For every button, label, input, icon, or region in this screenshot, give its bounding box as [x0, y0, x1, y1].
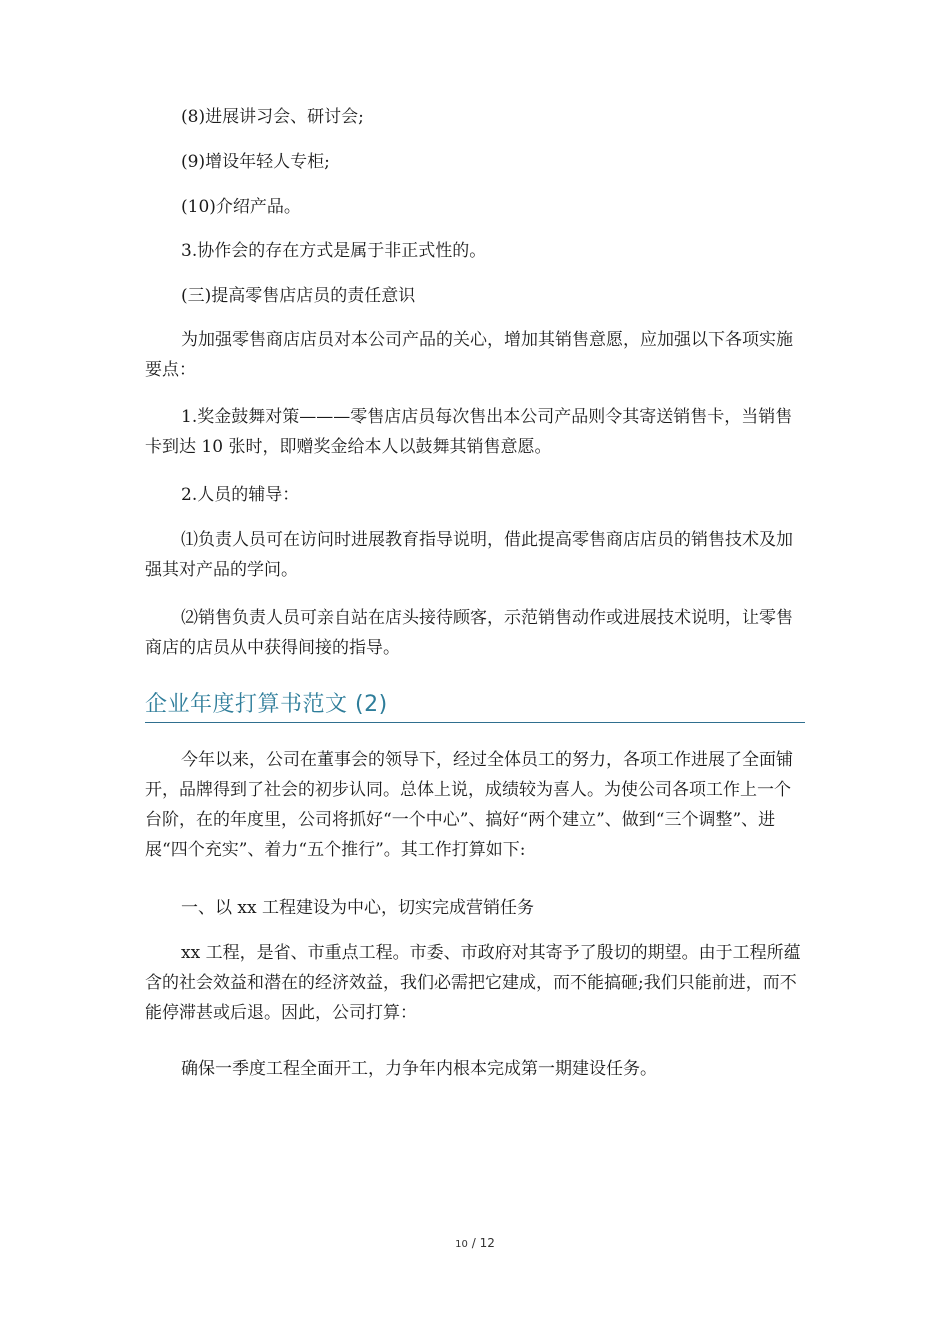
intro-paragraph: 为加强零售商店店员对本公司产品的关心，增加其销售意愿，应加强以下各项实施要点：	[145, 330, 793, 380]
page-number	[0, 1236, 950, 1250]
guidance-item-2: ⑵销售负责人员可亲自站在店头接待顾客，示范销售动作或进展技术说明，让零售商店的店员从中获得间接的指导。	[145, 608, 793, 658]
section-heading-text: 企业年度打算书范文 (2)	[145, 692, 388, 717]
body-paragraph-4: 确保一季度工程全面开工，力争年内根本完成第一期建设任务。	[181, 1059, 657, 1079]
section-heading	[145, 688, 805, 723]
total-pages: 12	[479, 1236, 495, 1250]
body-paragraph-2: 一、以 xx 工程建设为中心，切实完成营销任务	[181, 898, 534, 918]
guidance-item-1: ⑴负责人员可在访问时进展教育指导说明，借此提高零售商店店员的销售技术及加强其对产品的学问。	[145, 530, 793, 580]
guidance-title: 2.人员的辅导：	[181, 485, 300, 505]
list-item-10: (10)介绍产品。	[181, 197, 301, 217]
point-3: 3.协作会的存在方式是属于非正式性的。	[181, 241, 487, 261]
current-page: 10	[455, 1239, 468, 1250]
body-paragraph-3: xx 工程，是省、市重点工程。市委、市政府对其寄予了殷切的期望。由于工程所蕴含的社会效益和潜在的经济效益，我们必需把它建成，而不能搞砸;我们只能前进，而不能停滞甚或后退。因此，公司打算：	[145, 943, 801, 1023]
body-paragraph-1: 今年以来，公司在董事会的领导下，经过全体员工的努力，各项工作进展了全面铺开，品牌得到了社会的初步认同。总体上说，成绩较为喜人。为使公司各项工作上一个台阶，在的年度里，公司将抓好“一个中心”、搞好“两个建立”、做到“三个调整”、进展“四个充实”、着力“五个推行”。其工作打算如下:	[145, 750, 793, 860]
page-separator: /	[467, 1236, 480, 1250]
list-item-8: (8)进展讲习会、研讨会;	[181, 107, 364, 127]
bonus-paragraph: 1.奖金鼓舞对策———零售店店员每次售出本公司产品则令其寄送销售卡，当销售卡到达 10 张时，即赠奖金给本人以鼓舞其销售意愿。	[145, 407, 793, 457]
subsection-title: (三)提高零售店店员的责任意识	[181, 286, 416, 306]
list-item-9: (9)增设年轻人专柜;	[181, 152, 330, 172]
